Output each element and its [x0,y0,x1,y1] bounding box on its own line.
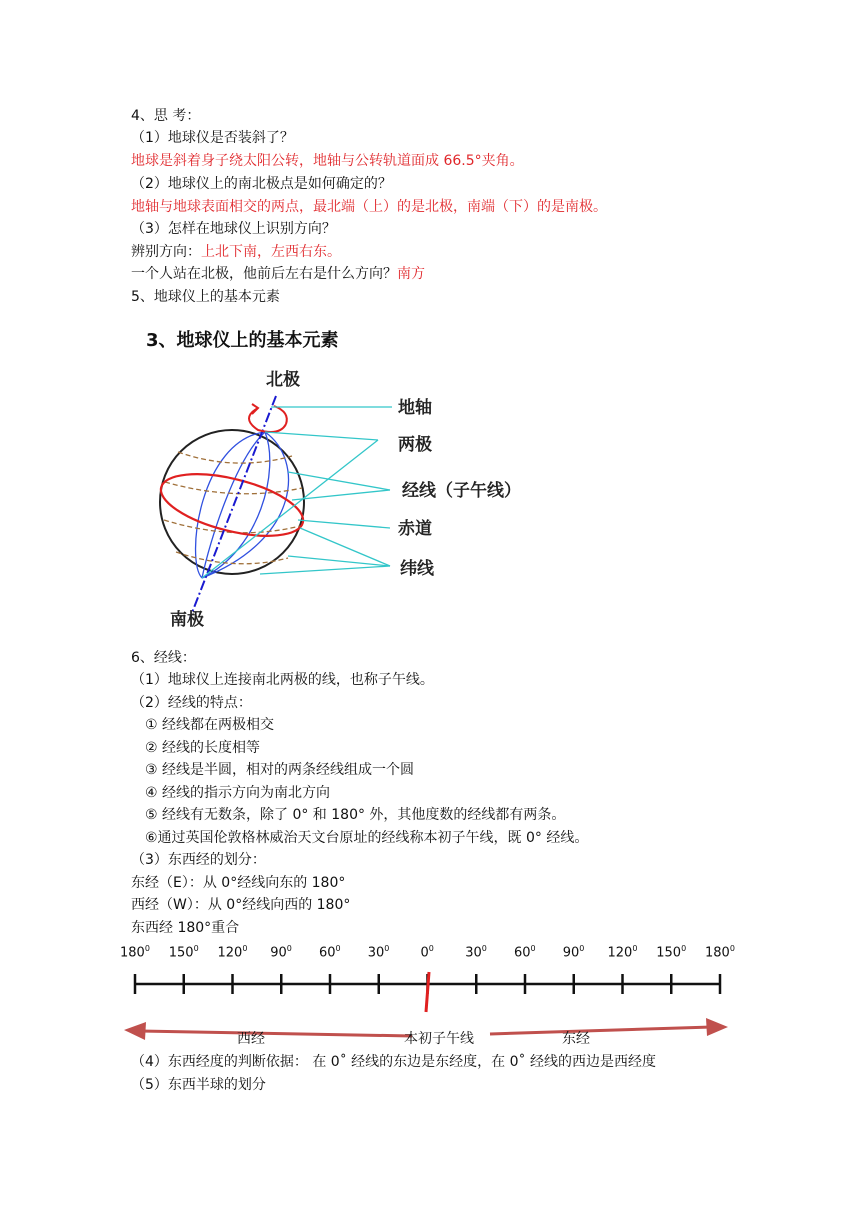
tick-value: 90 [562,945,580,961]
question-1: （1）地球仪是否装斜了？ [131,130,294,146]
figure-title: 3、地球仪上的基本元素 [146,330,339,351]
label-meridian: 经线（子午线） [402,481,521,501]
longitude-tick-label [319,942,341,960]
label-parallel: 纬线 [400,559,434,579]
judgement-basis: （4）东西经度的判断依据： 在 0˚ 经线的东边是东经度，在 0˚ 经线的西边是西经度 [131,1054,656,1070]
tick-value: 90 [270,945,287,961]
tick-value: 150 [168,945,194,961]
leader-lines [202,407,392,578]
east-arrowhead-icon [706,1018,728,1036]
east-west-division-heading: （3）东西经的划分： [131,852,266,868]
answer-3 [131,242,341,262]
east-longitude-label: 东经 [562,1031,590,1047]
parallel-lines [164,452,302,564]
longitude-tick-label [705,942,735,960]
tick-value: 30 [465,945,482,961]
answer-3-prefix: 辨别方向： [131,244,201,260]
degree-superscript: 0 [681,944,687,953]
label-poles: 两极 [398,435,432,455]
list-item: ③ 经线是半圆，相对的两条经线组成一个圆 [145,762,414,778]
degree-superscript: 0 [335,944,341,953]
list-item: ④ 经线的指示方向为南北方向 [145,785,331,801]
degree-superscript: 0 [384,944,390,953]
question-4-prefix: 一个人站在北极，他前后左右是什么方向？ [131,266,397,282]
meridian-definition: （1）地球仪上连接南北两极的线，也称子午线。 [131,672,434,688]
question-4-answer: 南方 [397,266,425,282]
tick-value: 120 [217,945,243,961]
list-item: ⑥通过英国伦敦格林威治天文台原址的经线称本初子午线，既 0° 经线。 [145,830,589,846]
longitude-tick-label [421,942,434,960]
longitude-tick-label [120,942,150,960]
east-arrow-line [490,1027,712,1034]
hemisphere-division-heading: （5）东西半球的划分 [131,1077,266,1093]
section-5-heading: 5、地球仪上的基本元素 [131,289,280,305]
degree-superscript: 0 [530,944,536,953]
meridian-features-heading: （2）经线的特点： [131,695,252,711]
tick-value: 180 [705,945,730,961]
west-longitude-label: 西经 [237,1031,265,1047]
east-longitude-definition: 东经（E）：从 0°经线向东的 180° [131,875,346,891]
longitude-tick-label [368,942,390,960]
longitude-tick-label [169,942,199,960]
west-longitude-definition: 西经（W）：从 0°经线向西的 180° [131,897,351,913]
section-4-heading: 4、思 考： [131,108,201,124]
answer-1: 地球是斜着身子绕太阳公转，地轴与公转轨道面成 66.5°夹角。 [131,153,524,169]
degree-superscript: 0 [286,944,292,953]
tick-value: 60 [319,945,336,961]
longitude-tick-label [218,942,248,960]
degree-superscript: 0 [729,944,735,953]
answer-3-red: 上北下南，左西右东。 [201,244,341,260]
longitude-tick-label [608,942,638,960]
section-6-heading: 6、经线： [131,650,196,666]
tick-value: 0 [420,945,429,961]
tick-value: 60 [514,945,531,961]
west-arrowhead-icon [124,1022,146,1040]
longitude-tick-label [270,942,292,960]
label-equator: 赤道 [398,519,432,539]
degree-superscript: 0 [632,944,638,953]
degree-superscript: 0 [428,944,434,953]
longitude-scale [0,960,860,1050]
degree-superscript: 0 [481,944,487,953]
degree-superscript: 0 [579,944,585,953]
degree-superscript: 0 [144,944,150,953]
label-south-pole: 南极 [170,610,204,630]
degree-superscript: 0 [193,944,199,953]
equator-line [155,462,309,548]
tick-value: 180 [120,945,145,961]
longitude-tick-label [465,942,487,960]
label-north-pole: 北极 [266,370,300,390]
answer-2: 地轴与地球表面相交的两点，最北端（上）的是北极，南端（下）的是南极。 [131,199,607,215]
meridian-lines [196,432,289,578]
question-4 [131,264,425,284]
tick-value: 30 [367,945,385,961]
globe-diagram [140,360,560,640]
question-3: （3）怎样在地球仪上识别方向？ [131,221,336,237]
longitude-tick-label [514,942,536,960]
list-item: ① 经线都在两极相交 [145,717,275,733]
prime-meridian-label: 本初子午线 [404,1031,474,1047]
west-arrow-line [140,1031,412,1036]
list-item: ⑤ 经线有无数条，除了 0° 和 180° 外，其他度数的经线都有两条。 [145,807,566,823]
tick-value: 120 [607,945,633,961]
label-axis: 地轴 [398,398,432,418]
list-item: ② 经线的长度相等 [145,740,261,756]
longitude-tick-label [563,942,585,960]
question-2: （2）地球仪上的南北极点是如何确定的？ [131,176,392,192]
longitude-tick-label [656,942,686,960]
overlap-note: 东西经 180°重合 [131,920,240,936]
tick-value: 150 [656,945,682,961]
degree-superscript: 0 [242,944,248,953]
